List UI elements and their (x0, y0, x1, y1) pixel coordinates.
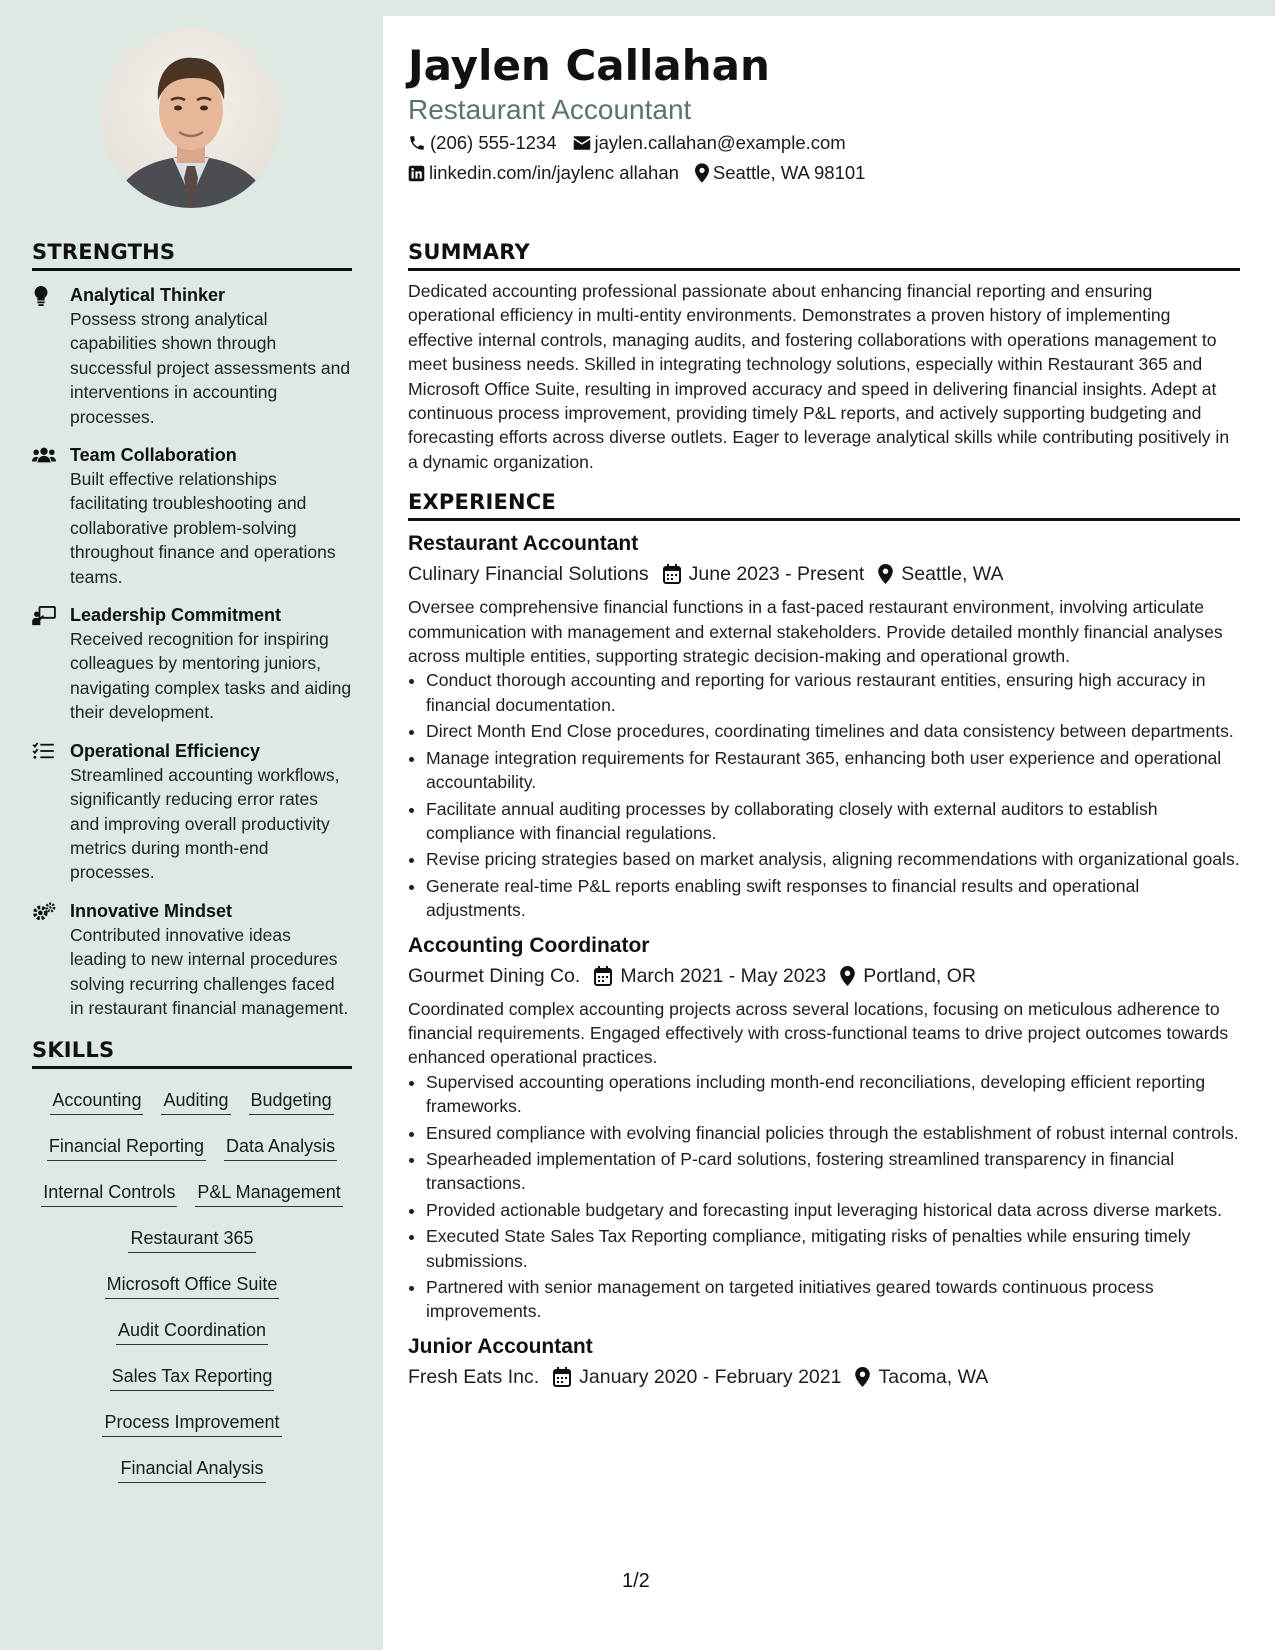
envelope-icon (573, 135, 591, 151)
skill-tag: Sales Tax Reporting (110, 1363, 275, 1391)
phone-item (408, 128, 557, 158)
skills-list (32, 1079, 352, 1493)
job-dates-item (553, 1362, 841, 1392)
skill-tag: Budgeting (249, 1087, 334, 1115)
profile-photo (101, 28, 281, 208)
skill-tag: Auditing (161, 1087, 230, 1115)
job-description: Coordinated complex accounting projects across several locations, focusing on meticulous adherence to financial requirements. Engaged effectively with cross-functional teams to drive project outcomes towards enhanced operational practices. (408, 998, 1229, 1068)
strength-item (32, 443, 352, 589)
candidate-name: Jaylen Callahan (408, 41, 770, 90)
strength-desc: Received recognition for inspiring colleagues by mentoring juniors, navigating complex tasks and aiding their development. (70, 629, 352, 723)
job-bullet: • Direct Month End Close procedures, coordinating timelines and data consistency between departments. (426, 719, 1240, 743)
strength-title: Operational Efficiency (70, 740, 261, 761)
contact-row-2 (408, 158, 1240, 188)
job-bullet: • Revise pricing strategies based on market analysis, aligning recommendations with organizational goals. (426, 847, 1240, 871)
map-pin-icon (878, 564, 893, 584)
skill-tag: Accounting (50, 1087, 143, 1115)
calendar-icon (594, 966, 612, 986)
strength-title: Team Collaboration (70, 445, 237, 466)
job-location: Seattle, WA (901, 563, 1004, 586)
job-bullet: • Spearheaded implementation of P-card solutions, fostering streamlined transparency in financial transactions. (426, 1147, 1240, 1196)
job-title: Accounting Coordinator (408, 933, 650, 957)
job-meta (408, 1362, 1240, 1392)
map-pin-icon (855, 1367, 870, 1387)
map-pin-icon (840, 966, 855, 986)
skill-tag: Internal Controls (41, 1179, 177, 1207)
job-description: Oversee comprehensive financial functions in a fast-paced restaurant environment, involving articulate communication with management and external stakeholders. Provide detailed monthly financial analyses across multiple entities, supporting strategic decision-making and operational growth. (408, 597, 1223, 667)
job-entry (408, 529, 1240, 922)
strength-title: Analytical Thinker (70, 285, 226, 305)
job-location-item (840, 961, 976, 991)
users-icon (32, 446, 56, 464)
job-location-item (878, 559, 1003, 589)
job-entry (408, 931, 1240, 1324)
job-bullet: • Executed State Sales Tax Reporting compliance, mitigating risks of penalties while ensuring timely submissions. (426, 1224, 1240, 1273)
calendar-icon (553, 1367, 571, 1387)
job-dates: March 2021 - May 2023 (620, 964, 827, 987)
gears-icon (32, 902, 56, 922)
job-bullet: • Manage integration requirements for Restaurant 365, enhancing both user experience and operational accountability. (426, 746, 1240, 795)
strength-title: Leadership Commitment (70, 605, 282, 626)
job-bullets (408, 1070, 1240, 1324)
strengths-heading: STRENGTHS (32, 240, 352, 271)
location-text: Seattle, WA 98101 (712, 162, 866, 183)
skill-tag: Data Analysis (224, 1133, 337, 1161)
strength-desc: Contributed innovative ideas leading to new internal procedures solving recurring challenges faced in restaurant financial management. (70, 924, 349, 1018)
sidebar-content (32, 240, 352, 1493)
email-text[interactable]: jaylen.callahan@example.com (594, 132, 846, 153)
job-company: Fresh Eats Inc. (408, 1365, 540, 1388)
strength-item (32, 603, 352, 725)
lightbulb-icon (32, 286, 50, 306)
job-location: Portland, OR (863, 964, 976, 987)
strength-desc: Possess strong analytical capabilities shown through successful project assessments and interventions in accounting processes. (70, 309, 351, 427)
calendar-icon (663, 564, 681, 584)
job-meta (408, 961, 1240, 991)
job-bullet: • Generate real-time P&L reports enabling swift responses to financial results and operational adjustments. (426, 874, 1240, 923)
job-title: Junior Accountant (408, 1334, 593, 1358)
job-bullet: • Supervised accounting operations including month-end reconciliations, developing efficient reporting frameworks. (426, 1070, 1240, 1119)
skill-tag: Audit Coordination (116, 1317, 268, 1345)
skill-tag: Financial Reporting (47, 1133, 206, 1161)
presenter-icon (32, 606, 56, 626)
linkedin-text[interactable]: linkedin.com/in/jaylenc allahan (429, 162, 679, 183)
phone-icon (408, 134, 426, 152)
strengths-list (32, 283, 352, 1020)
main-content (408, 240, 1240, 1398)
job-bullet: • Provided actionable budgetary and forecasting input leveraging historical data across diverse markets. (426, 1198, 1240, 1222)
linkedin-item[interactable] (408, 158, 679, 188)
job-meta (408, 559, 1240, 589)
strength-item (32, 899, 352, 1021)
skill-tag: P&L Management (195, 1179, 342, 1207)
phone-text: (206) 555-1234 (430, 132, 557, 153)
job-company: Gourmet Dining Co. (408, 964, 581, 987)
skill-tag: Process Improvement (102, 1409, 281, 1437)
job-bullet: • Facilitate annual auditing processes by collaborating closely with external auditors to establish compliance with financial regulations. (426, 797, 1240, 846)
summary-text: Dedicated accounting professional passionate about enhancing financial reporting and ensuring operational efficiency in multi-entity environments. Demonstrates a proven history of implementing effective internal controls, managing audits, and fostering collaborations with operations management to meet business needs. Skilled in integrating technology solutions, especially within Restaurant 365 and Microsoft Office Suite, resulting in improved accuracy and speed in delivering financial insights. Adept at continuous process improvement, providing timely P&L reports, and actively supporting budgeting and forecasting efforts across diverse outlets. Eager to leverage analytical skills while contributing positively in a dynamic organization. (408, 281, 1230, 472)
summary-heading: SUMMARY (408, 240, 1240, 271)
linkedin-icon (408, 165, 425, 182)
strength-item (32, 739, 352, 885)
skills-heading: SKILLS (32, 1038, 352, 1069)
job-location: Tacoma, WA (878, 1365, 989, 1388)
job-company: Culinary Financial Solutions (408, 563, 649, 586)
page-number: 1/2 (622, 1570, 650, 1592)
strength-desc: Streamlined accounting workflows, significantly reducing error rates and improving overall productivity metrics during month-end processes. (70, 764, 340, 883)
email-item[interactable] (573, 128, 846, 158)
skill-tag: Restaurant 365 (128, 1225, 255, 1253)
map-pin-icon (695, 163, 709, 183)
job-dates: June 2023 - Present (688, 563, 865, 586)
experience-heading: EXPERIENCE (408, 490, 1240, 521)
strength-title: Innovative Mindset (70, 900, 233, 921)
job-dates-item (594, 961, 826, 991)
strength-desc: Built effective relationships facilitating troubleshooting and collaborative problem-solving throughout finance and operations teams. (70, 469, 336, 587)
checklist-icon (32, 742, 54, 760)
job-location-item (855, 1362, 988, 1392)
job-bullets (408, 668, 1240, 922)
strength-item (32, 283, 352, 429)
location-item (695, 158, 866, 188)
job-dates: January 2020 - February 2021 (579, 1365, 842, 1388)
skill-tag: Microsoft Office Suite (105, 1271, 280, 1299)
top-band (383, 0, 1275, 16)
skill-tag: Financial Analysis (118, 1455, 265, 1483)
job-title: Restaurant Accountant (408, 532, 639, 556)
job-bullet: • Partnered with senior management on targeted initiatives geared towards continuous process improvements. (426, 1275, 1240, 1324)
job-bullet: • Ensured compliance with evolving financial policies through the establishment of robust internal controls. (426, 1121, 1240, 1145)
job-dates-item (663, 559, 865, 589)
job-entry (408, 1332, 1240, 1392)
candidate-role: Restaurant Accountant (408, 94, 692, 125)
header (408, 40, 1240, 188)
job-bullet: • Conduct thorough accounting and reporting for various restaurant entities, ensuring high accuracy in financial documentation. (426, 668, 1240, 717)
contact-row-1 (408, 128, 1240, 158)
